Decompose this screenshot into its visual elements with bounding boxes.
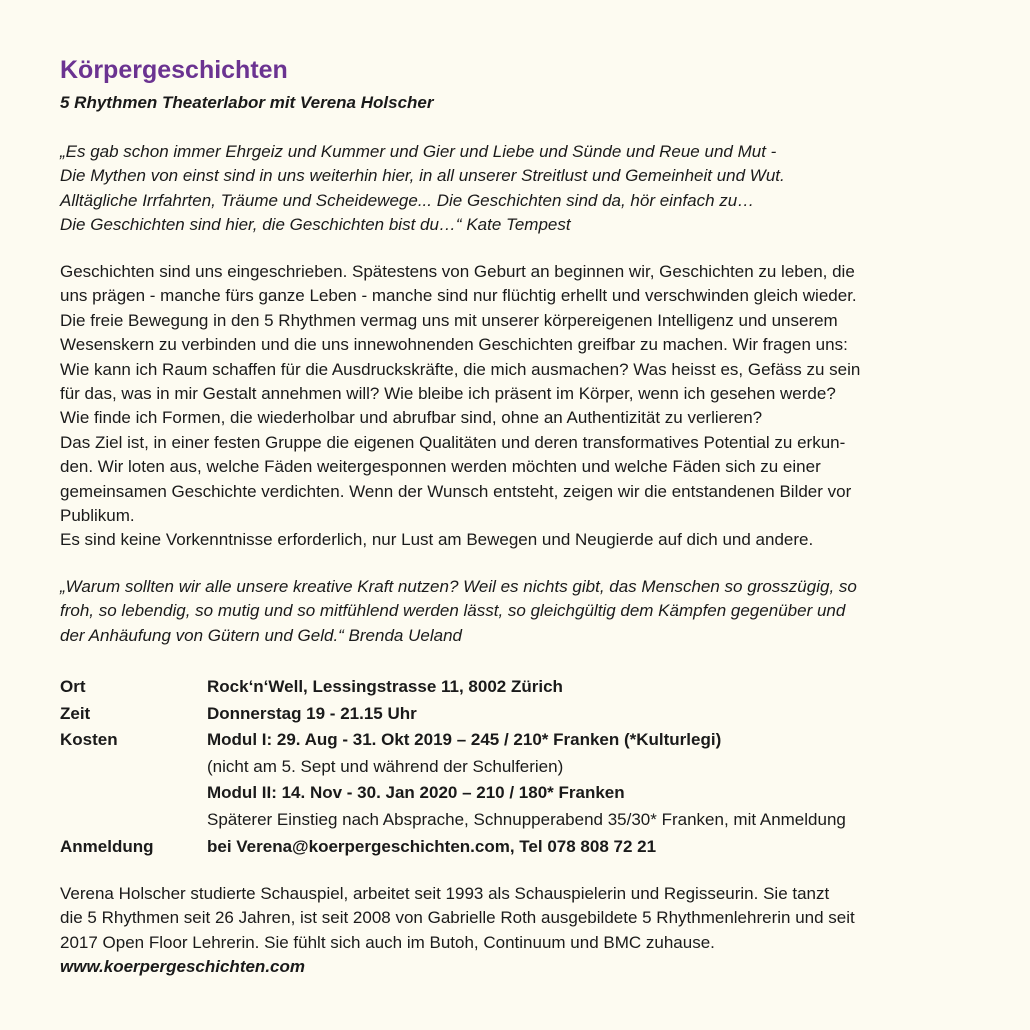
- quote-line: froh, so lebendig, so mutig und so mitfühlend werden lässt, so gleichgültig dem Kämpfen gegenüber und: [60, 601, 846, 621]
- description-line: für das, was in mir Gestalt annehmen will? Wie bleibe ich präsent im Körper, wenn ich gesehen werde?: [60, 384, 836, 404]
- description-line: uns prägen - manche fürs ganze Leben - manche sind nur flüchtig erhellt und verschwinden gleich wieder.: [60, 286, 857, 306]
- description: [60, 260, 990, 553]
- description-line: Wie finde ich Formen, die wiederholbar und abrufbar sind, ohne an Authentizität zu verlieren?: [60, 408, 763, 428]
- modul1-note: (nicht am 5. Sept und während der Schulferien): [207, 756, 564, 776]
- quote-line: Die Mythen von einst sind in uns weiterhin hier, in all unserer Streitlust und Gemeinheit und Wut.: [60, 166, 785, 186]
- description-line: den. Wir loten aus, welche Fäden weitergesponnen werden möchten und welche Fäden sich zu einer: [60, 457, 821, 477]
- quote-line: Alltägliche Irrfahrten, Träume und Scheidewege... Die Geschichten sind da, hör einfach zu…: [60, 190, 755, 210]
- page-title: Körpergeschichten: [60, 56, 288, 84]
- detail-row-modul2: [60, 780, 990, 807]
- detail-row-modul1-note: [60, 754, 990, 781]
- quote-line: „Warum sollten wir alle unsere kreative Kraft nutzen? Weil es nichts gibt, das Menschen so grosszügig, so: [60, 577, 857, 596]
- quote-line: „Es gab schon immer Ehrgeiz und Kummer und Gier und Liebe und Sünde und Reue und Mut -: [60, 142, 777, 161]
- quote-line: Die Geschichten sind hier, die Geschichten bist du…“ Kate Tempest: [60, 215, 571, 235]
- website-link[interactable]: www.koerpergeschichten.com: [60, 957, 305, 977]
- detail-row-kosten: [60, 727, 990, 754]
- description-line: gemeinsamen Geschichte verdichten. Wenn der Wunsch entsteht, zeigen wir die entstandenen Bilder vor: [60, 481, 852, 501]
- description-line: Publikum.: [60, 506, 135, 526]
- description-line: Es sind keine Vorkenntnisse erforderlich, nur Lust am Bewegen und Neugierde auf dich und andere.: [60, 530, 814, 550]
- page-subtitle: 5 Rhythmen Theaterlabor mit Verena Holscher: [60, 93, 434, 112]
- bio-line: 2017 Open Floor Lehrerin. Sie fühlt sich auch im Butoh, Continuum und BMC zuhause.: [60, 932, 715, 952]
- bio: [60, 882, 990, 980]
- description-line: Geschichten sind uns eingeschrieben. Spätestens von Geburt an beginnen wir, Geschichten zu leben, die: [60, 262, 855, 281]
- detail-row-modul2-note: [60, 807, 990, 834]
- anmeldung-label: Anmeldung: [60, 836, 154, 856]
- ort-label: Ort: [60, 677, 86, 696]
- modul1-price: Modul I: 29. Aug - 31. Okt 2019 – 245 / 210* Franken (*Kulturlegi): [207, 730, 722, 750]
- detail-row-ort: [60, 674, 990, 701]
- detail-row-anmeldung: [60, 834, 990, 861]
- description-line: Wesenskern zu verbinden und die uns innewohnenden Geschichten greifbar zu machen. Wir fragen uns:: [60, 335, 848, 355]
- modul2-note: Späterer Einstieg nach Absprache, Schnupperabend 35/30* Franken, mit Anmeldung: [207, 809, 846, 829]
- description-line: Das Ziel ist, in einer festen Gruppe die eigenen Qualitäten und deren transformatives Potential zu erkun-: [60, 432, 846, 452]
- kosten-label: Kosten: [60, 730, 118, 750]
- quote-line: der Anhäufung von Gütern und Geld.“ Brenda Ueland: [60, 625, 462, 645]
- bio-line: die 5 Rhythmen seit 26 Jahren, ist seit 2008 von Gabrielle Roth ausgebildete 5 Rhythmenlehrerin und seit: [60, 908, 855, 928]
- ort-value: Rock‘n‘Well, Lessingstrasse 11, 8002 Zürich: [207, 677, 563, 696]
- event-details: [60, 674, 990, 860]
- anmeldung-value: bei Verena@koerpergeschichten.com, Tel 078 808 72 21: [207, 836, 657, 856]
- detail-row-zeit: [60, 701, 990, 728]
- modul2-price: Modul II: 14. Nov - 30. Jan 2020 – 210 / 180* Franken: [207, 783, 625, 803]
- description-line: Die freie Bewegung in den 5 Rhythmen vermag uns mit unserer körpereigenen Intelligenz und unserem: [60, 310, 838, 330]
- zeit-label: Zeit: [60, 703, 91, 723]
- description-line: Wie kann ich Raum schaffen für die Ausdruckskräfte, die mich ausmachen? Was heisst es, Gefäss zu sein: [60, 359, 861, 379]
- opening-quote: [60, 140, 990, 238]
- bio-line: Verena Holscher studierte Schauspiel, arbeitet seit 1993 als Schauspielerin und Regisseurin. Sie tanzt: [60, 884, 830, 903]
- closing-quote: [60, 575, 990, 648]
- zeit-value: Donnerstag 19 - 21.15 Uhr: [207, 703, 417, 723]
